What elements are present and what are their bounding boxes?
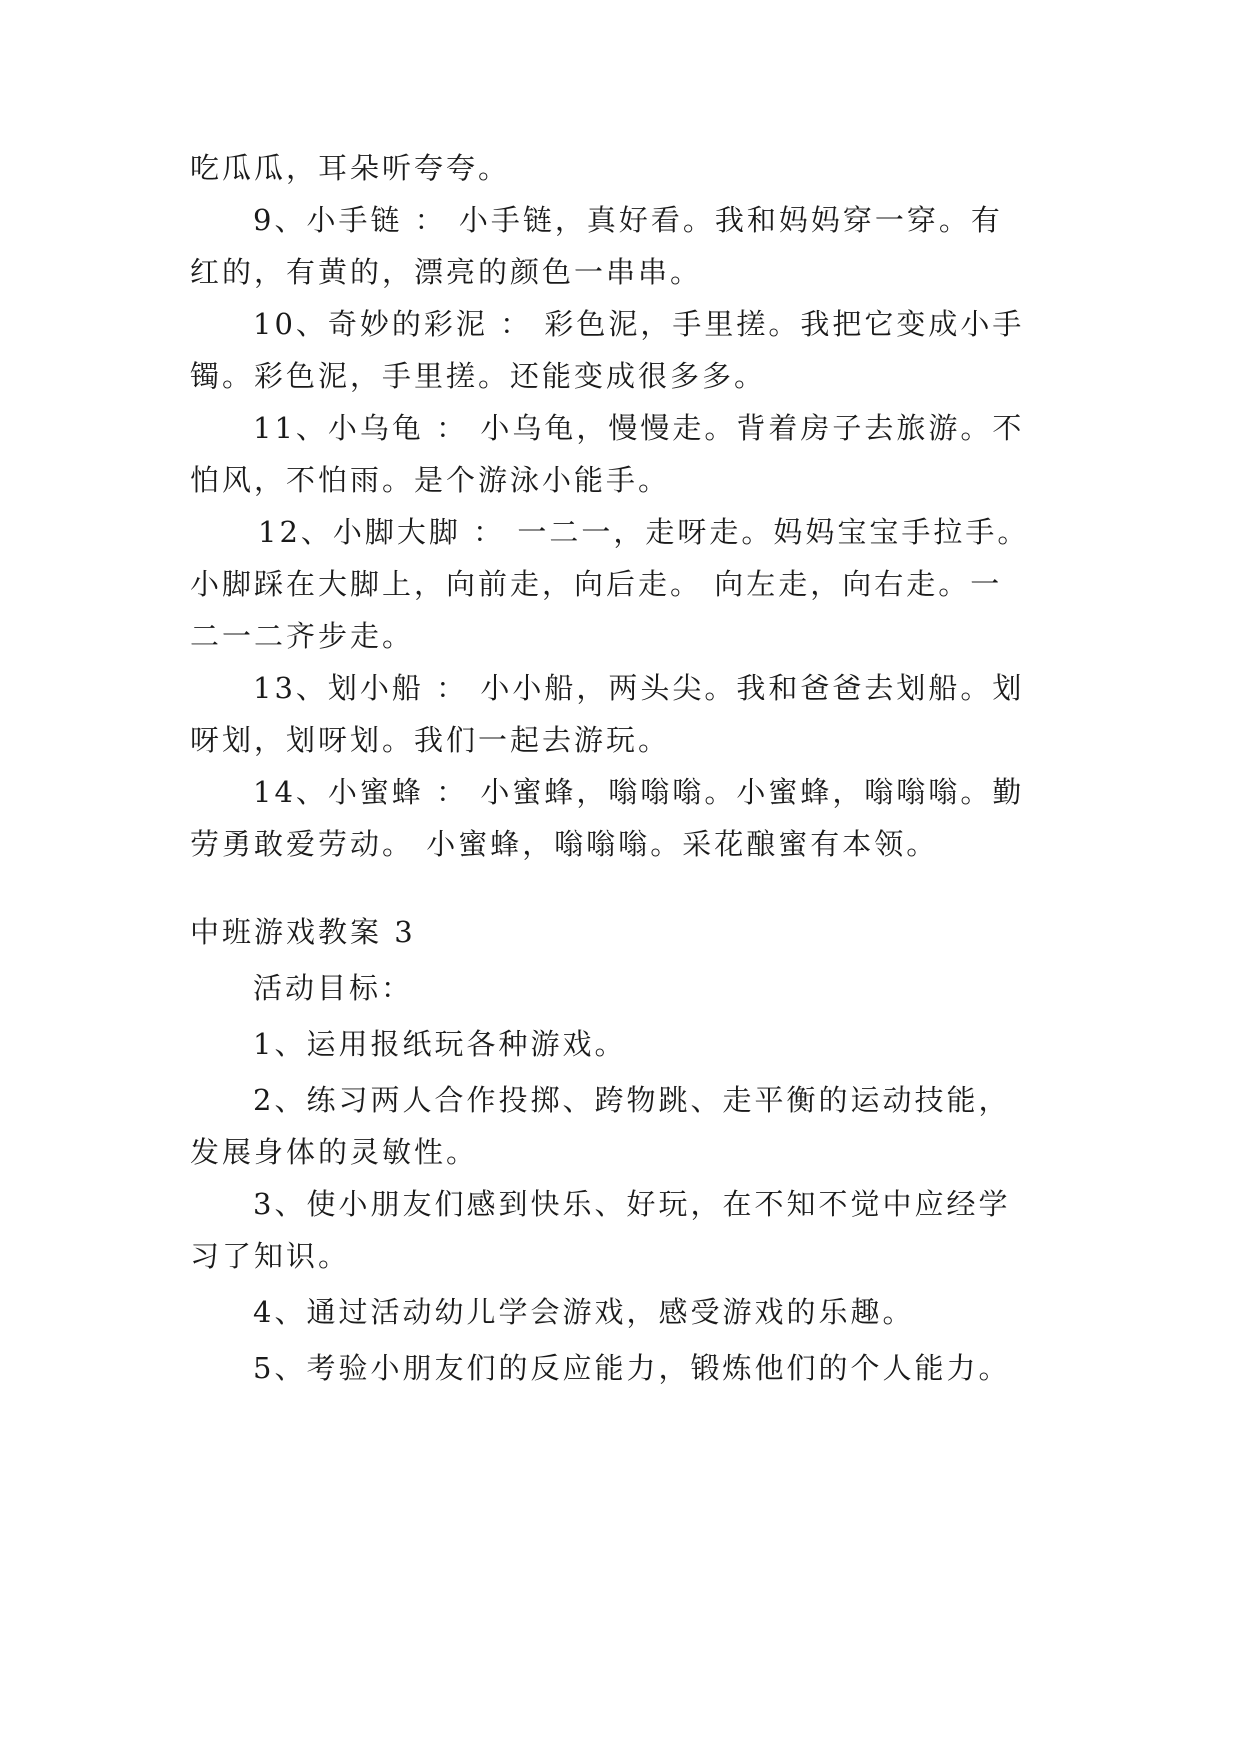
- text-line: 13、划小船 ： 小小船，两头尖。我和爸爸去划船。划: [253, 671, 1025, 705]
- text-line: 14、小蜜蜂 ： 小蜜蜂，嗡嗡嗡。小蜜蜂，嗡嗡嗡。勤: [253, 775, 1025, 809]
- text-line: 1、运用报纸玩各种游戏。: [253, 1027, 627, 1061]
- text-line: 呀划，划呀划。我们一起去游玩。: [190, 723, 671, 757]
- text-line: 镯。彩色泥，手里搓。还能变成很多多。: [190, 359, 767, 393]
- text-line: 怕风，不怕雨。是个游泳小能手。: [190, 463, 671, 497]
- text-line: 9、小手链 ： 小手链，真好看。我和妈妈穿一穿。有: [253, 203, 1003, 237]
- section-heading: 中班游戏教案 3: [190, 915, 416, 949]
- text-line: 4、通过活动幼儿学会游戏，感受游戏的乐趣。: [253, 1295, 915, 1329]
- text-line: 活动目标：: [253, 971, 414, 1005]
- text-line: 二一二齐步走。: [190, 619, 415, 653]
- text-line: 12、小脚大脚 ： 一二一，走呀走。妈妈宝宝手拉手。: [258, 515, 1030, 549]
- text-line: 吃瓜瓜，耳朵听夸夸。: [190, 151, 511, 185]
- text-line: 红的，有黄的，漂亮的颜色一串串。: [190, 255, 703, 289]
- text-line: 2、练习两人合作投掷、跨物跳、走平衡的运动技能，: [253, 1083, 1011, 1117]
- text-line: 3、使小朋友们感到快乐、好玩，在不知不觉中应经学: [253, 1187, 1011, 1221]
- text-line: 5、考验小朋友们的反应能力，锻炼他们的个人能力。: [253, 1351, 1011, 1385]
- text-line: 劳勇敢爱劳动。 小蜜蜂，嗡嗡嗡。采花酿蜜有本领。: [190, 827, 939, 861]
- text-line: 发展身体的灵敏性。: [190, 1135, 479, 1169]
- text-line: 10、奇妙的彩泥 ： 彩色泥，手里搓。我把它变成小手: [253, 307, 1025, 341]
- text-line: 小脚踩在大脚上，向前走，向后走。 向左走，向右走。一: [190, 567, 1003, 601]
- text-line: 11、小乌龟 ： 小乌龟，慢慢走。背着房子去旅游。不: [253, 411, 1025, 445]
- text-line: 习了知识。: [190, 1239, 351, 1273]
